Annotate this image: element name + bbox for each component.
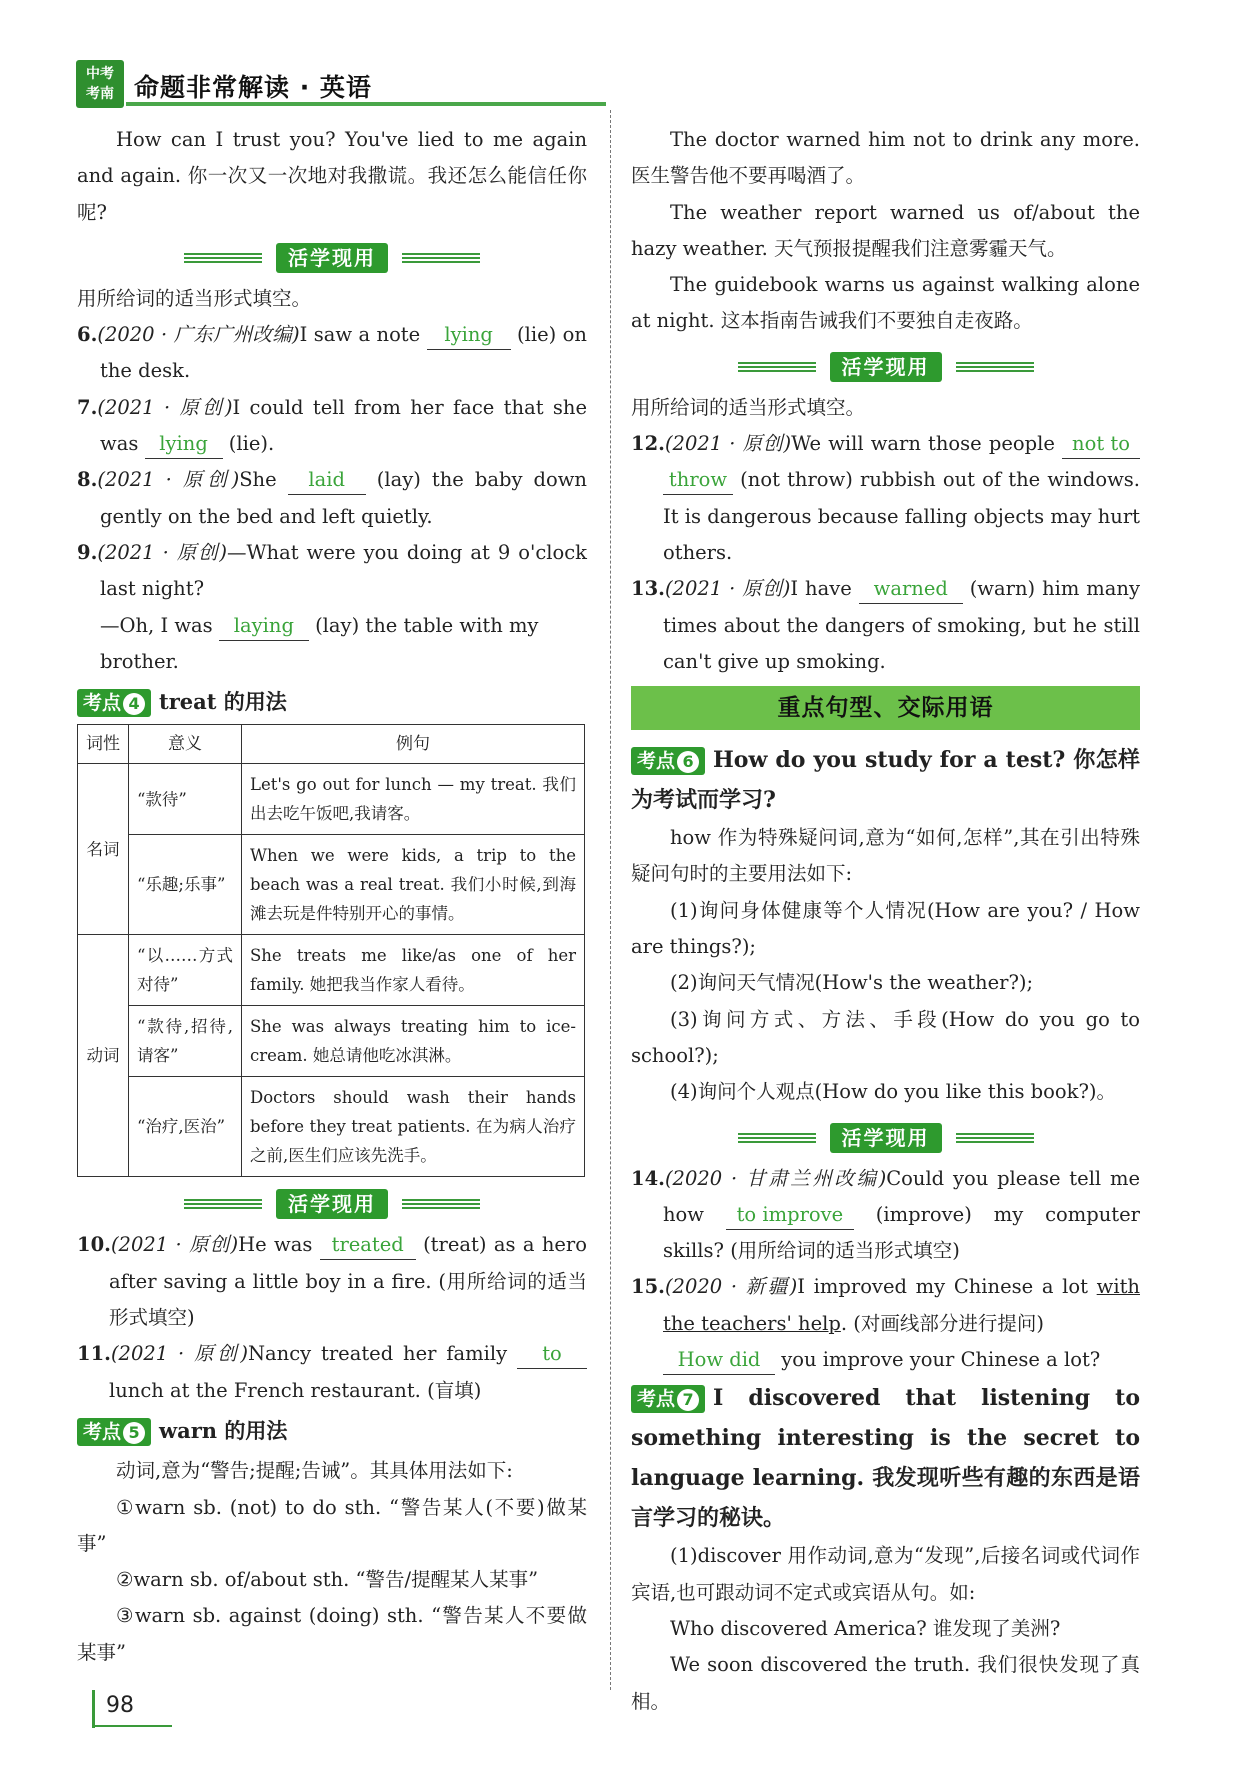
question-source: (2021 · 原创) (664, 432, 792, 456)
part-of-speech: 动词 (78, 935, 129, 1177)
right-column (631, 122, 1140, 1720)
question-source: (2021 · 原创) (110, 1342, 248, 1366)
table-row (78, 1077, 585, 1177)
banner-decoration (956, 362, 1034, 372)
question-10 (77, 1227, 587, 1336)
point-label: 考点 (637, 1388, 676, 1411)
point-4-heading (77, 684, 587, 720)
banner-decoration (738, 1133, 816, 1143)
part-of-speech: 名词 (78, 764, 129, 935)
meaning: “乐趣;乐事” (129, 835, 242, 935)
table-header: 词性 (78, 725, 129, 764)
warn-usage-3: ③warn sb. against (doing) sth. “警告某人不要做某事” (77, 1604, 587, 1664)
answer-blank[interactable]: to improve (726, 1201, 854, 1230)
banner-decoration (184, 253, 262, 263)
instruction: 用所给词的适当形式填空。 (631, 395, 866, 419)
answer-blank[interactable]: throw (663, 466, 733, 495)
question-13 (631, 571, 1140, 680)
question-source: (2021 · 原创) (97, 468, 240, 492)
question-source: (2020 · 新疆) (664, 1275, 798, 1299)
question-source: (2021 · 原创) (110, 1233, 239, 1257)
left-column (77, 122, 587, 1671)
how-usage-3: (3)询问方式、方法、手段(How do you go to school?); (631, 1007, 1140, 1067)
discover-example-2: We soon discovered the truth. 我们很快发现了真相。 (631, 1653, 1140, 1713)
question-9 (77, 535, 587, 608)
practice-banner (77, 239, 587, 277)
meaning: “治疗,医治” (129, 1077, 242, 1177)
question-source: (2020 · 广东广州改编) (97, 323, 300, 347)
point-number: 5 (123, 1422, 145, 1444)
question-text: (lie) on the desk. (100, 323, 587, 383)
question-text: —Oh, I was (100, 613, 213, 637)
question-number: 11. (77, 1342, 111, 1366)
treat-usage-table (77, 724, 585, 1177)
point-badge (631, 1385, 705, 1413)
table-header: 例句 (242, 725, 585, 764)
warn-example-3: The guidebook warns us against walking alone at night. 这本指南告诫我们不要独自走夜路。 (631, 273, 1140, 333)
question-source: (2020 · 甘肃兰州改编) (664, 1166, 887, 1190)
point-title: warn 的用法 (159, 1417, 288, 1443)
meaning: “款待,招待,请客” (129, 1006, 242, 1077)
discover-usage: (1)discover 用作动词,意为“发现”,后接名词或代词作宾语,也可跟动词不定式或宾语从句。如: (631, 1544, 1140, 1604)
question-text: (warn) him many times about the dangers of smoking, but he still can't give up smoking. (663, 577, 1140, 673)
point-badge (631, 747, 705, 775)
question-number: 8. (77, 468, 98, 492)
point-number: 4 (123, 693, 145, 715)
warn-usage-2: ②warn sb. of/about sth. “警告/提醒某人某事” (116, 1568, 539, 1592)
answer-blank[interactable]: laid (288, 466, 366, 495)
answer-blank[interactable]: not to (1062, 430, 1140, 459)
question-number: 13. (631, 577, 665, 601)
page-header (76, 60, 606, 108)
question-8 (77, 462, 587, 535)
point-badge (77, 689, 151, 717)
question-source: (2021 · 原创) (97, 540, 227, 564)
banner-decoration (402, 1199, 480, 1209)
column-divider (610, 110, 611, 1690)
point-6-heading (631, 740, 1140, 820)
point-number: 6 (677, 751, 699, 773)
point-number: 7 (677, 1389, 699, 1411)
question-number: 9. (77, 540, 98, 564)
point-label: 考点 (637, 750, 676, 773)
warn-example-1: The doctor warned him not to drink any more. 医生警告他不要再喝酒了。 (631, 128, 1140, 188)
how-usage-2: (2)询问天气情况(How's the weather?); (670, 971, 1034, 995)
question-text: I saw a note (299, 323, 421, 347)
practice-label: 活学现用 (830, 1123, 942, 1153)
practice-label: 活学现用 (276, 1189, 388, 1219)
example: She treats me like/as one of her family. 她把我当作家人看待。 (242, 935, 585, 1006)
point-5-heading (77, 1413, 587, 1449)
answer-blank[interactable]: to (517, 1340, 587, 1369)
question-text: (lay) the table with my brother. (100, 613, 539, 673)
point-7-heading (631, 1378, 1140, 1538)
banner-decoration (738, 362, 816, 372)
question-14 (631, 1161, 1140, 1270)
meaning: “款待” (129, 764, 242, 835)
practice-banner (631, 1119, 1140, 1157)
example: When we were kids, a trip to the beach was a real treat. 我们小时候,到海滩去玩是件特别开心的事情。 (242, 835, 585, 935)
page-number: 98 (106, 1693, 134, 1718)
warn-example-2: The weather report warned us of/about the hazy weather. 天气预报提醒我们注意雾霾天气。 (631, 200, 1140, 260)
question-text: (improve) my computer skills? (用所给词的适当形式填空) (663, 1202, 1140, 1263)
warn-usage-1: ①warn sb. (not) to do sth. “警告某人(不要)做某事” (77, 1495, 587, 1555)
question-text: (lie). (228, 432, 275, 456)
practice-banner (631, 348, 1140, 386)
practice-banner (77, 1185, 587, 1223)
section-title: 重点句型、交际用语 (631, 686, 1140, 730)
point-title: How do you study for a test? 你怎样为考试而学习? (631, 747, 1140, 814)
question-11 (77, 1336, 587, 1409)
question-6 (77, 317, 587, 390)
point-label: 考点 (83, 1420, 122, 1443)
practice-label: 活学现用 (276, 243, 388, 273)
question-text: Could you please tell me how (663, 1166, 1140, 1226)
question-15 (631, 1269, 1140, 1342)
header-rule (126, 102, 606, 106)
question-text: —What were you doing at 9 o'clock last night? (100, 540, 587, 601)
point-title: I discovered that listening to something interesting is the secret to language learning. 我发现听些有趣的东西是语言学习的秘诀。 (631, 1385, 1140, 1532)
answer-blank[interactable]: How did (663, 1346, 775, 1375)
table-row (78, 1006, 585, 1077)
question-number: 12. (631, 432, 665, 456)
answer-blank[interactable]: laying (219, 612, 309, 641)
question-number: 14. (631, 1166, 665, 1190)
instruction: 用所给词的适当形式填空。 (77, 286, 312, 310)
table-row (78, 764, 585, 835)
banner-decoration (956, 1133, 1034, 1143)
table-row (78, 835, 585, 935)
question-number: 7. (77, 395, 98, 419)
question-source: (2021 · 原创) (664, 577, 791, 601)
question-number: 10. (77, 1233, 111, 1257)
question-text: She (239, 468, 277, 492)
question-number: 6. (77, 323, 98, 347)
question-text: I could tell from her face that she was (100, 395, 588, 456)
question-text: We will warn those people (791, 432, 1055, 456)
example: Let's go out for lunch — my treat. 我们出去吃午饭吧,我请客。 (242, 764, 585, 835)
answer-blank[interactable]: lying (145, 430, 223, 459)
question-text: you improve your Chinese a lot? (781, 1348, 1101, 1372)
table-header-row (78, 725, 585, 764)
question-text: (treat) as a hero after saving a little boy in a fire. (用所给词的适当形式填空) (109, 1233, 587, 1330)
example: Doctors should wash their hands before they treat patients. 在为病人治疗之前,医生们应该先洗手。 (242, 1077, 585, 1177)
question-text: (lay) the baby down gently on the bed and left quietly. (100, 468, 587, 528)
table-header: 意义 (129, 725, 242, 764)
page-number-rule (92, 1690, 95, 1728)
table-row (78, 935, 585, 1006)
point-label: 考点 (83, 692, 122, 715)
discover-example-1: Who discovered America? 谁发现了美洲? (670, 1616, 1061, 1640)
warn-intro: 动词,意为“警告;提醒;告诫”。其具体用法如下: (116, 1459, 513, 1483)
question-text: . (对画线部分进行提问) (840, 1311, 1044, 1335)
publisher-logo: 中考 考南 (76, 60, 124, 108)
answer-blank[interactable]: lying (427, 321, 511, 350)
question-7 (77, 390, 587, 463)
page-number-rule (92, 1725, 172, 1727)
banner-decoration (184, 1199, 262, 1209)
practice-label: 活学现用 (830, 352, 942, 382)
book-title: 命题非常解读 · 英语 (134, 73, 372, 102)
point-badge (77, 1418, 151, 1446)
underlined-phrase: with the teachers' help (663, 1275, 1140, 1335)
question-9-answer-line (77, 608, 587, 681)
question-12 (631, 426, 1140, 571)
how-intro: how 作为特殊疑问词,意为“如何,怎样”,其在引出特殊疑问句时的主要用法如下: (631, 826, 1140, 886)
how-usage-4: (4)询问个人观点(How do you like this book?)。 (670, 1080, 1117, 1104)
question-number: 15. (631, 1275, 665, 1299)
question-text: (not throw) rubbish out of the windows. It is dangerous because falling objects may hurt others. (663, 468, 1140, 564)
answer-blank[interactable]: warned (859, 575, 963, 604)
how-usage-1: (1)询问身体健康等个人情况(How are you? / How are things?); (631, 898, 1140, 959)
answer-blank[interactable]: treated (320, 1231, 416, 1260)
banner-decoration (402, 253, 480, 263)
question-15-answer-line (631, 1342, 1140, 1378)
question-text: I improved my Chinese a lot (797, 1275, 1088, 1299)
question-text: I have (790, 577, 852, 601)
question-text: Nancy treated her family (247, 1342, 508, 1366)
example: She was always treating him to ice-cream. 她总请他吃冰淇淋。 (242, 1006, 585, 1077)
point-title: treat 的用法 (159, 689, 287, 715)
question-text: He was (238, 1233, 313, 1257)
question-source: (2021 · 原创) (97, 395, 233, 419)
meaning: “以……方式对待” (129, 935, 242, 1006)
intro-example: How can I trust you? You've lied to me again and again. 你一次又一次地对我撒谎。我还怎么能信任你呢? (77, 128, 587, 224)
question-text: lunch at the French restaurant. (盲填) (109, 1378, 482, 1402)
